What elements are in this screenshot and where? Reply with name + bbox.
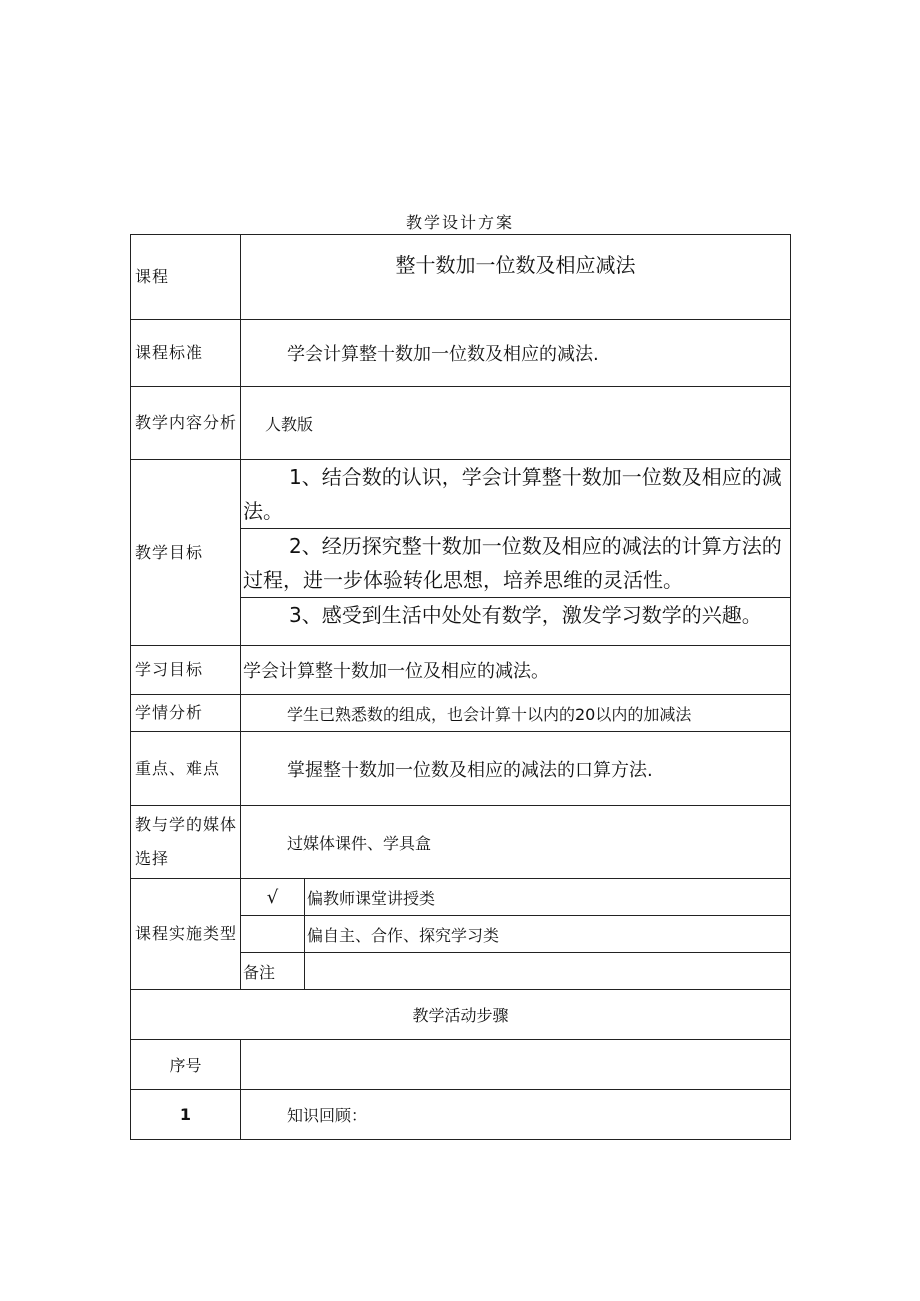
teaching-goal-row-1 (131, 460, 791, 529)
course-row (131, 235, 791, 320)
course-type-option-2: 偏自主、合作、探究学习类 (305, 916, 791, 953)
student-analysis-value: 学生已熟悉数的组成，也会计算十以内的20以内的加减法 (241, 695, 791, 732)
course-value: 整十数加一位数及相应减法 (241, 235, 791, 320)
teaching-goal-1: 1、结合数的认识，学会计算整十数加一位数及相应的减法。 (241, 460, 791, 529)
seq-header: 序号 (131, 1040, 241, 1090)
remark-value (305, 953, 791, 990)
content-analysis-value: 人教版 (241, 387, 791, 460)
course-type-row-1 (131, 879, 791, 916)
learning-goal-row (131, 646, 791, 695)
standard-row (131, 320, 791, 387)
media-row (131, 806, 791, 879)
standard-value: 学会计算整十数加一位数及相应的减法. (241, 320, 791, 387)
key-points-label: 重点、难点 (131, 732, 241, 806)
activities-heading: 教学活动步骤 (131, 990, 791, 1040)
course-type-option-1: 偏教师课堂讲授类 (305, 879, 791, 916)
course-type-check-1: √ (241, 879, 305, 916)
activity-row (131, 1090, 791, 1140)
lesson-plan-table (130, 234, 791, 1140)
course-label: 课程 (131, 235, 241, 320)
teaching-goal-3-cell (241, 598, 791, 646)
teaching-goal-3: 3、感受到生活中处处有数学，激发学习数学的兴趣。 (289, 603, 762, 627)
learning-goal-label: 学习目标 (131, 646, 241, 695)
student-analysis-row (131, 695, 791, 732)
student-analysis-label: 学情分析 (131, 695, 241, 732)
activity-seq: 1 (131, 1090, 241, 1140)
content-header (241, 1040, 791, 1090)
activities-header-row (131, 1040, 791, 1090)
teaching-goals-label: 教学目标 (131, 460, 241, 646)
content-analysis-row (131, 387, 791, 460)
standard-label: 课程标准 (131, 320, 241, 387)
document-title: 教学设计方案 (405, 213, 514, 232)
teaching-goal-2: 2、经历探究整十数加一位数及相应的减法的计算方法的过程，进一步体验转化思想，培养思维的灵活性。 (241, 529, 791, 598)
activities-heading-row (131, 990, 791, 1040)
key-points-row (131, 732, 791, 806)
course-type-label: 课程实施类型 (131, 879, 241, 990)
remark-label: 备注 (241, 953, 305, 990)
content-analysis-label: 教学内容分析 (131, 387, 241, 460)
media-value: 过媒体课件、学具盒 (241, 806, 791, 879)
activity-content: 知识回顾： (241, 1090, 791, 1140)
media-label: 教与学的媒体选择 (131, 806, 241, 879)
course-type-check-2 (241, 916, 305, 953)
learning-goal-value: 学会计算整十数加一位及相应的减法。 (241, 646, 791, 695)
key-points-value: 掌握整十数加一位数及相应的减法的口算方法. (241, 732, 791, 806)
